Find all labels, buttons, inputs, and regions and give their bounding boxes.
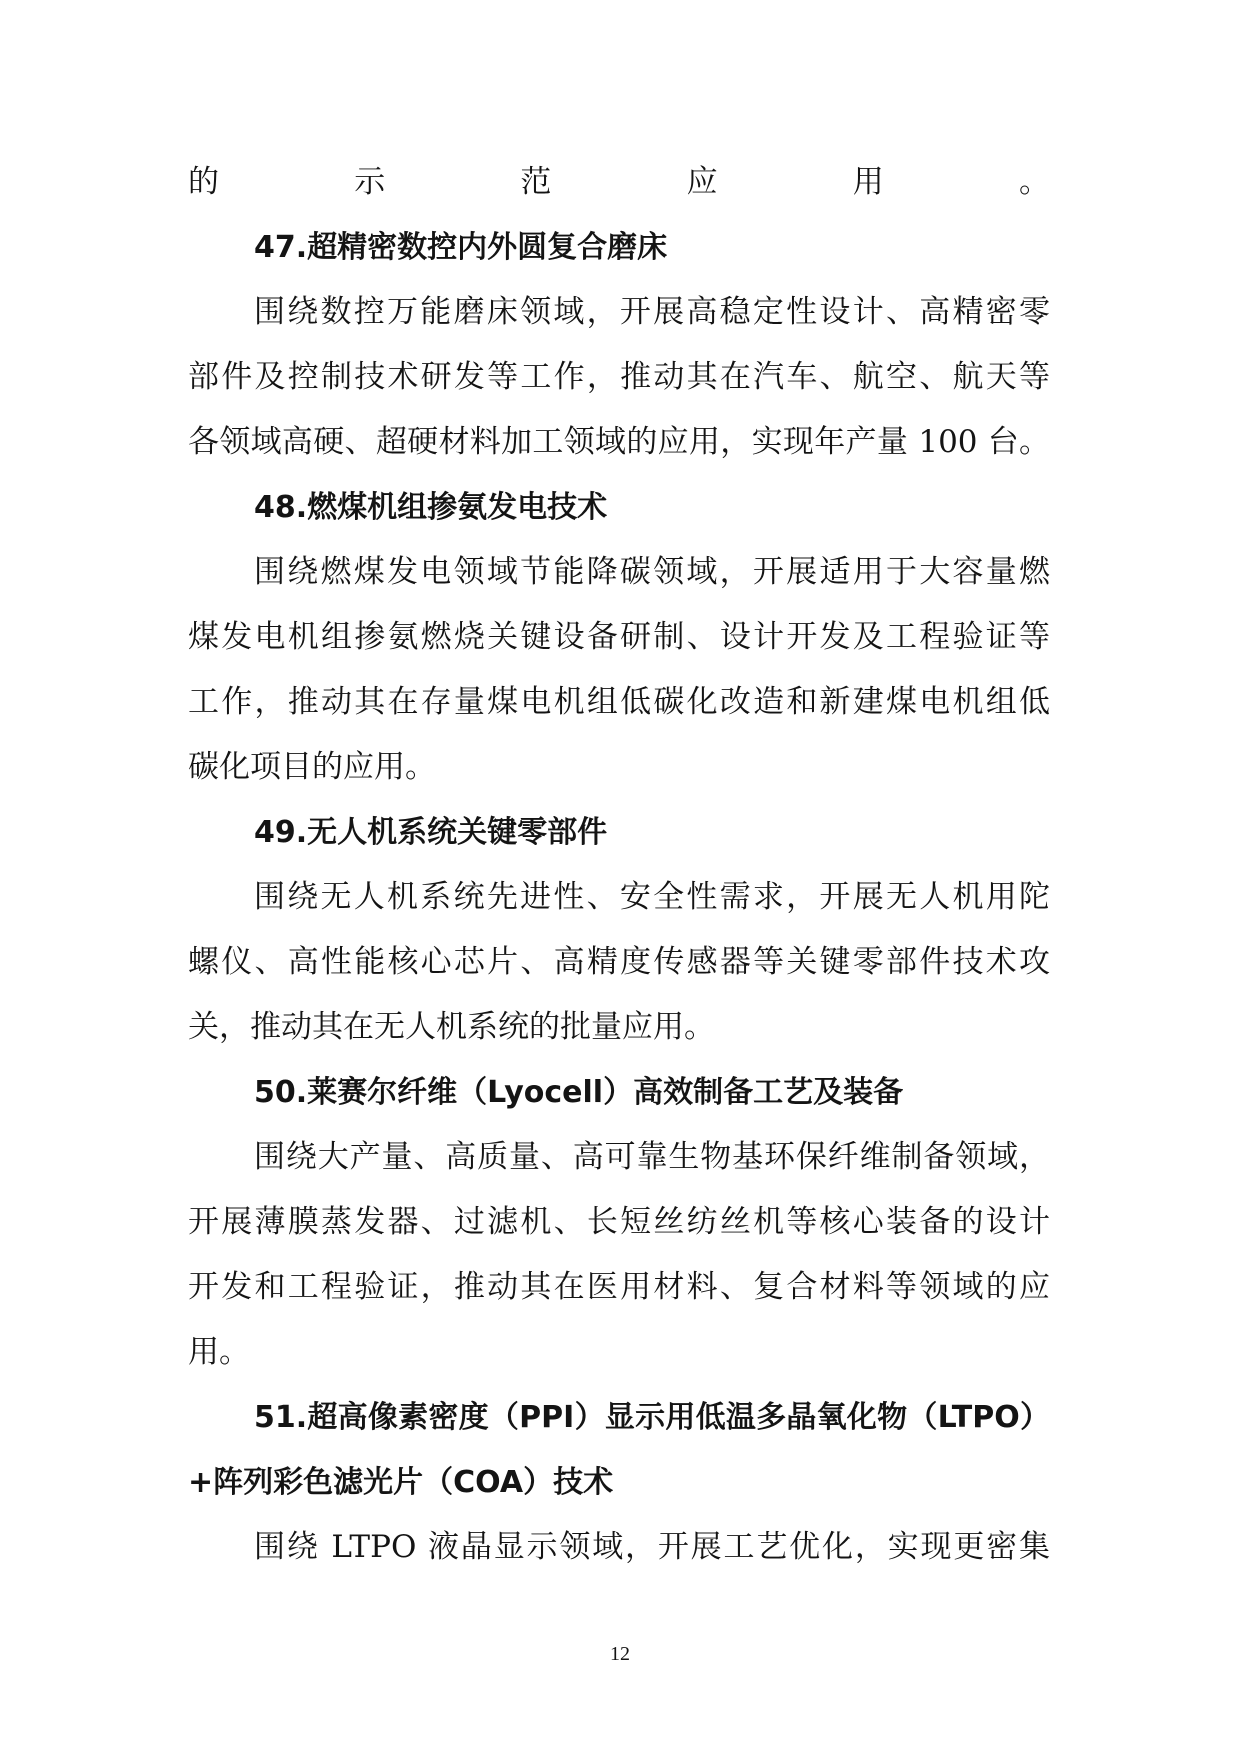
page-number: 12 xyxy=(610,1643,630,1665)
body-line: 围绕数控万能磨床领域，开展高稳定性设计、高精密零 xyxy=(254,294,1050,330)
section-heading-50: 50.莱赛尔纤维（Lyocell）高效制备工艺及装备 xyxy=(254,1075,904,1110)
body-line: 围绕大产量、高质量、高可靠生物基环保纤维制备领域， xyxy=(254,1139,1050,1175)
body-line: 围绕 LTPO 液晶显示领域，开展工艺优化，实现更密集 xyxy=(254,1529,1050,1565)
section-heading-49: 49.无人机系统关键零部件 xyxy=(254,815,608,850)
body-line: 煤发电机组掺氨燃烧关键设备研制、设计开发及工程验证等 xyxy=(188,619,1050,655)
body-line: 各领域高硬、超硬材料加工领域的应用，实现年产量 100 台。 xyxy=(188,424,1050,460)
body-line: 的示范应用。 xyxy=(188,164,1050,200)
section-heading-48: 48.燃煤机组掺氨发电技术 xyxy=(254,490,608,525)
section-heading-47: 47.超精密数控内外圆复合磨床 xyxy=(254,230,668,265)
body-line: 螺仪、高性能核心芯片、高精度传感器等关键零部件技术攻 xyxy=(188,944,1050,980)
body-line: 开展薄膜蒸发器、过滤机、长短丝纺丝机等核心装备的设计 xyxy=(188,1204,1050,1240)
body-line: 关，推动其在无人机系统的批量应用。 xyxy=(188,1009,715,1045)
body-line: 用。 xyxy=(188,1334,250,1370)
body-line: 部件及控制技术研发等工作，推动其在汽车、航空、航天等 xyxy=(188,359,1050,395)
body-line: 围绕无人机系统先进性、安全性需求，开展无人机用陀 xyxy=(254,879,1050,915)
page-body xyxy=(188,150,1050,1580)
body-line: 围绕燃煤发电领域节能降碳领域，开展适用于大容量燃 xyxy=(254,554,1050,590)
section-heading-51: 51.超高像素密度（PPI）显示用低温多晶氧化物（LTPO） xyxy=(254,1400,1050,1435)
body-line: 开发和工程验证，推动其在医用材料、复合材料等领域的应 xyxy=(188,1269,1050,1305)
section-heading-51-continued: +阵列彩色滤光片（COA）技术 xyxy=(188,1465,614,1500)
body-line: 碳化项目的应用。 xyxy=(188,749,436,785)
body-line: 工作，推动其在存量煤电机组低碳化改造和新建煤电机组低 xyxy=(188,684,1050,720)
